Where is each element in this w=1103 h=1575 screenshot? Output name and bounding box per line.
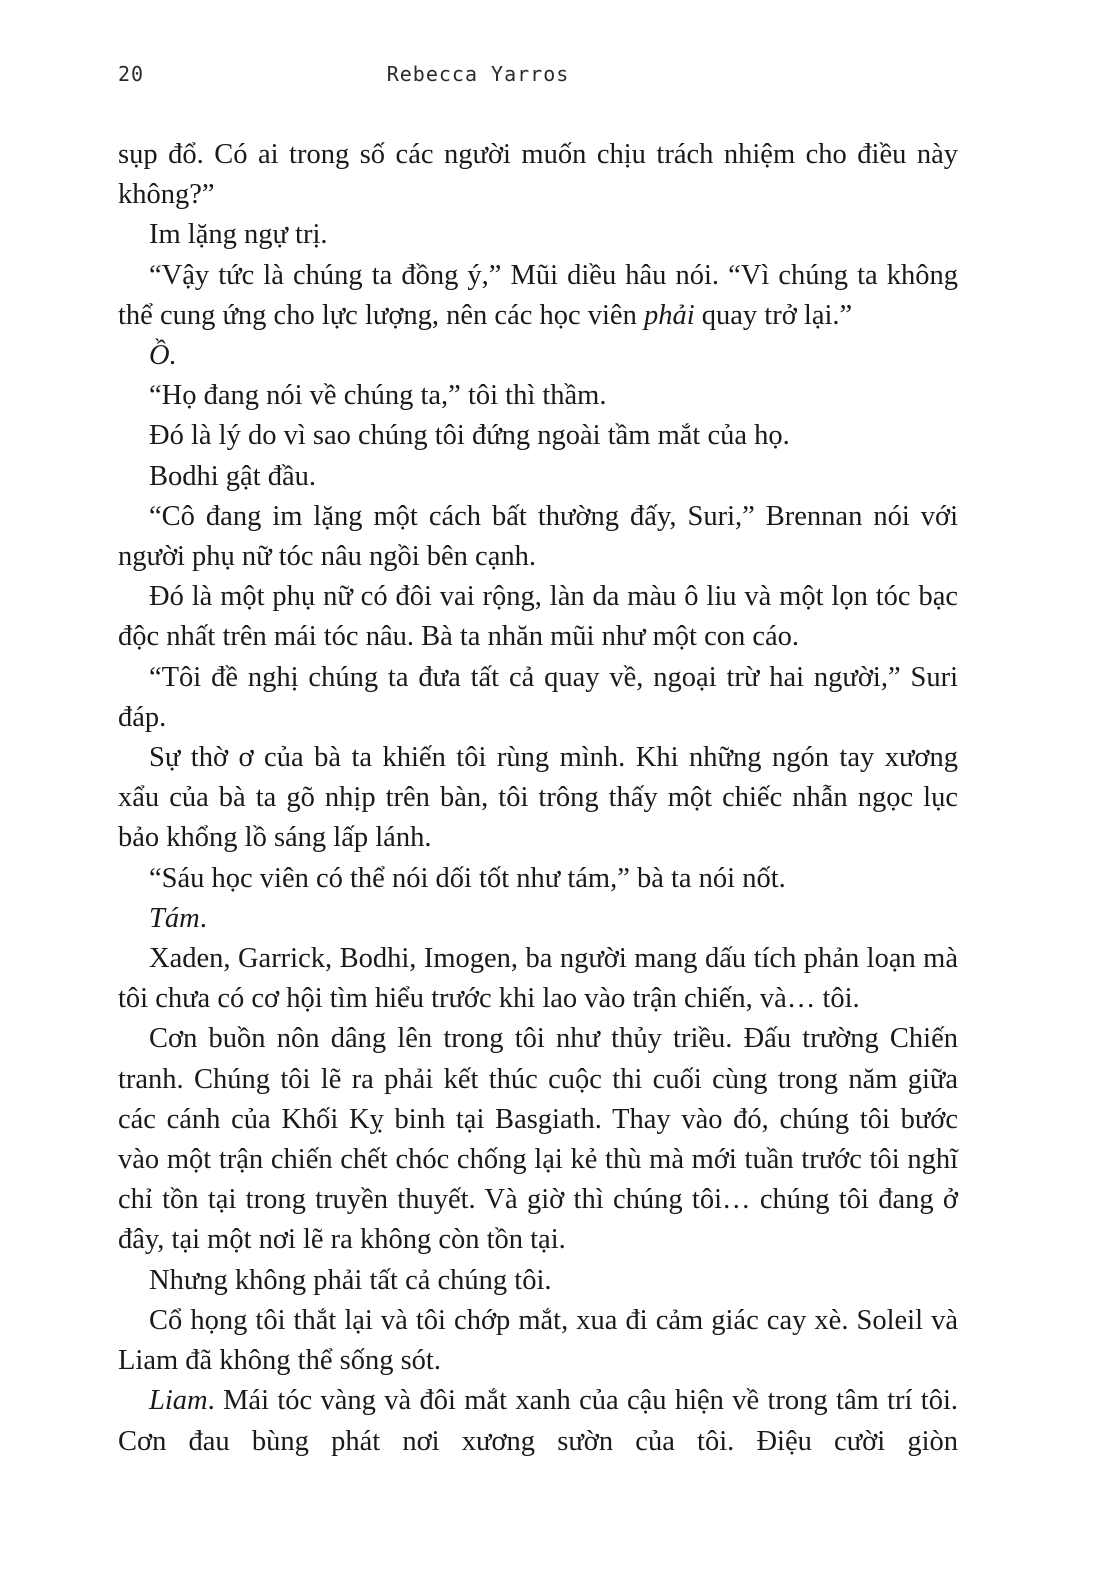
paragraph (118, 457, 958, 497)
page-number: 20 (118, 62, 145, 86)
text-run: . Mái tóc vàng và đôi mắt xanh của cậu hiện về trong tâm trí tôi. Cơn đau bùng phát nơi xương sườn của tôi. Điệu cười giòn (118, 1385, 958, 1457)
paragraph (118, 1019, 958, 1260)
text-run: “Sáu học viên có thể nói dối tốt như tám,” bà ta nói nốt. (149, 862, 786, 894)
text-run: Đó là một phụ nữ có đôi vai rộng, làn da màu ô liu và một lọn tóc bạc độc nhất trên mái tóc nâu. Bà ta nhăn mũi như một con cáo. (118, 581, 958, 653)
body-text (118, 135, 958, 1462)
italic-text: Liam (149, 1385, 208, 1417)
paragraph (118, 336, 958, 376)
paragraph (118, 1261, 958, 1301)
text-run: Đó là lý do vì sao chúng tôi đứng ngoài tầm mắt của họ. (149, 420, 790, 452)
text-run: . (199, 902, 207, 934)
paragraph (118, 939, 958, 1019)
paragraph (118, 215, 958, 255)
text-run: “Họ đang nói về chúng ta,” tôi thì thầm. (149, 380, 607, 412)
running-head-author: Rebecca Yarros (386, 62, 570, 86)
text-run: Nhưng không phải tất cả chúng tôi. (149, 1264, 552, 1296)
italic-text: Tám (149, 902, 200, 934)
paragraph (118, 577, 958, 657)
text-run: Xaden, Garrick, Bodhi, Imogen, ba người mang dấu tích phản loạn mà tôi chưa có cơ hội tìm hiểu trước khi lao vào trận chiến, và… tôi. (118, 943, 958, 1015)
paragraph (118, 1301, 958, 1381)
paragraph (118, 135, 958, 215)
paragraph (118, 738, 958, 859)
paragraph (118, 497, 958, 577)
page-header (118, 62, 958, 94)
italic-text: Ồ. (149, 340, 177, 372)
text-run: quay trở lại.” (694, 299, 853, 331)
text-run: Bodhi gật đầu. (149, 460, 317, 492)
text-run: Sự thờ ơ của bà ta khiến tôi rùng mình. Khi những ngón tay xương xẩu của bà ta gõ nhịp trên bàn, tôi trông thấy một chiếc nhẫn ngọc lục bảo khổng lồ sáng lấp lánh. (118, 742, 958, 854)
text-run: Im lặng ngự trị. (149, 219, 328, 251)
text-run: “Tôi đề nghị chúng ta đưa tất cả quay về, ngoại trừ hai người,” Suri đáp. (118, 661, 958, 733)
paragraph (118, 658, 958, 738)
text-run: Cơn buồn nôn dâng lên trong tôi như thủy triều. Đấu trường Chiến tranh. Chúng tôi lẽ ra phải kết thúc cuộc thi cuối cùng trong năm giữa các cánh của Khối Kỵ binh tại Basgiath. Thay vào đó, chúng tôi bước vào một trận chiến chết chóc chống lại kẻ thù mà mới tuần trước tôi nghĩ chỉ tồn tại trong truyền thuyết. Và giờ thì chúng tôi… chúng tôi đang ở đây, tại một nơi lẽ ra không còn tồn tại. (118, 1023, 958, 1256)
text-run: “Vậy tức là chúng ta đồng ý,” Mũi diều hâu nói. “Vì chúng ta không thể cung ứng cho lực lượng, nên các học viên (118, 259, 958, 331)
text-run: sụp đổ. Có ai trong số các người muốn chịu trách nhiệm cho điều này không?” (118, 139, 958, 211)
paragraph (118, 416, 958, 456)
paragraph (118, 376, 958, 416)
text-run: Cổ họng tôi thắt lại và tôi chớp mắt, xua đi cảm giác cay xè. Soleil và Liam đã không thể sống sót. (118, 1304, 958, 1377)
paragraph (118, 1381, 958, 1461)
text-run: “Cô đang im lặng một cách bất thường đấy, Suri,” Brennan nói với người phụ nữ tóc nâu ngồi bên cạnh. (118, 500, 958, 573)
paragraph (118, 859, 958, 899)
paragraph (118, 256, 958, 336)
paragraph (118, 899, 958, 939)
italic-text: phải (643, 299, 695, 331)
